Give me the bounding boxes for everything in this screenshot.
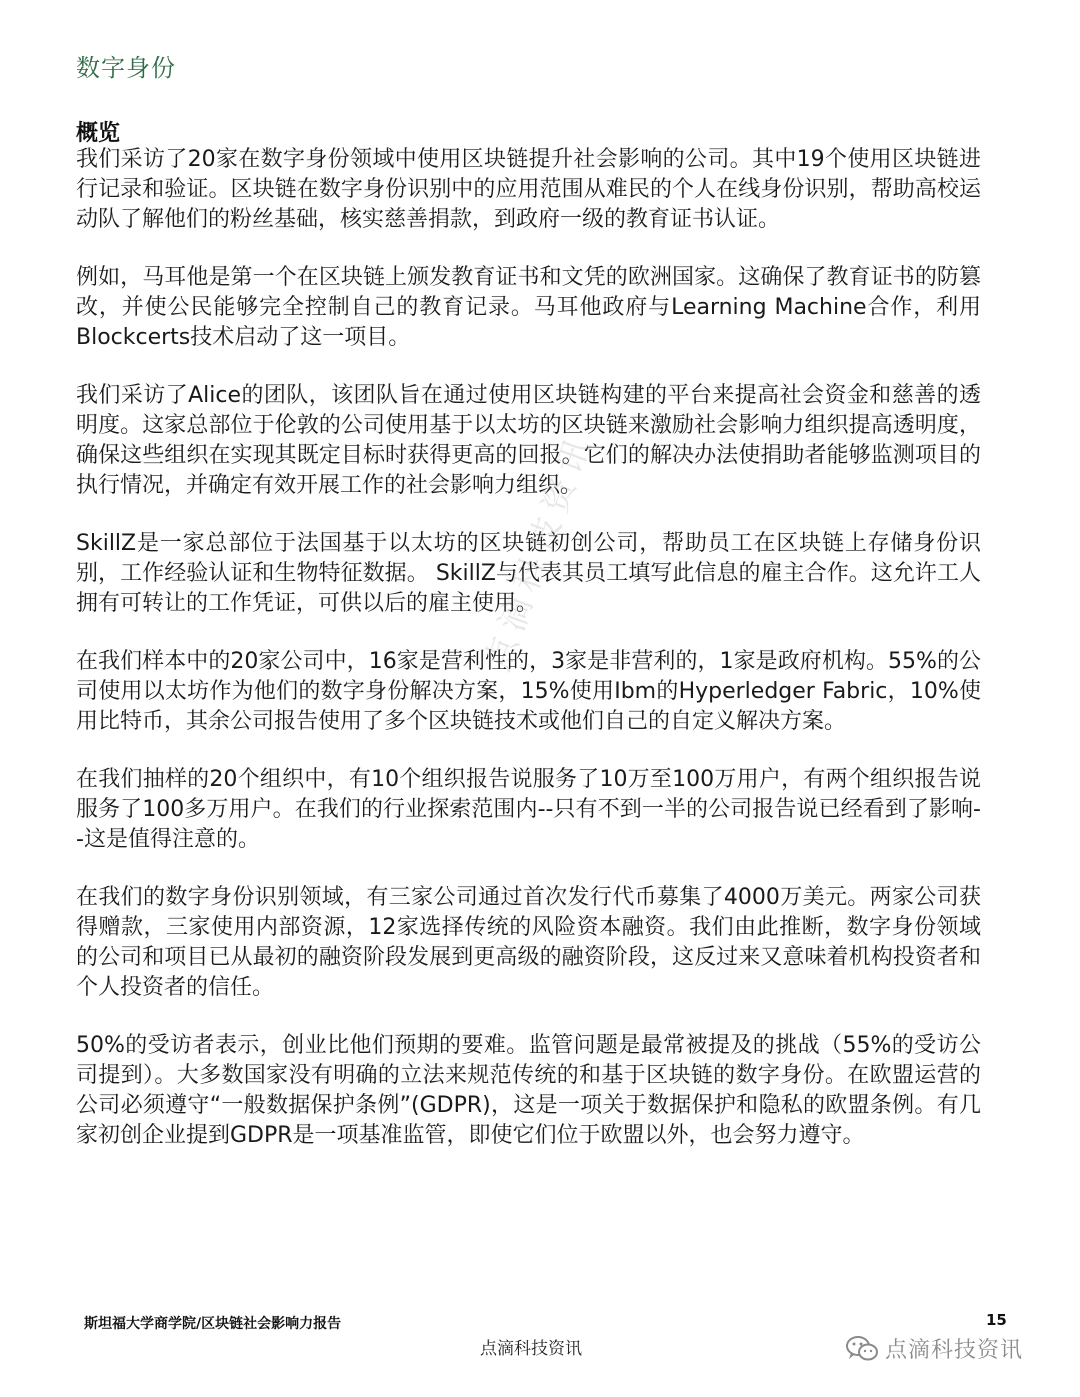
paragraph: 我们采访了Alice的团队，该团队旨在通过使用区块链构建的平台来提高社会资金和慈善的透明度。这家总部位于伦敦的公司使用基于以太坊的区块链来激励社会影响力组织提高透明度，确保这些组织在实现其既定目标时获得更高的回报。它们的解决办法使捐助者能够监测项目的执行情况，并确定有效开展工作的社会影响力组织。 <box>76 383 981 498</box>
paragraph: SkillZ是一家总部位于法国基于以太坊的区块链初创公司，帮助员工在区块链上存储身份识别，工作经验认证和生物特征数据。 SkillZ与代表其员工填写此信息的雇主合作。这允许工人拥有可转让的工作凭证，可供以后的雇主使用。 <box>76 531 981 616</box>
paragraph: 例如，马耳他是第一个在区块链上颁发教育证书和文凭的欧洲国家。这确保了教育证书的防篡改，并使公民能够完全控制自己的教育记录。马耳他政府与Learning Machine合作，利用Blockcerts技术启动了这一项目。 <box>76 265 981 350</box>
subheading-overview: 概览 <box>76 121 121 146</box>
body-text <box>76 145 981 1179</box>
paragraph: 50%的受访者表示，创业比他们预期的要难。监管问题是最常被提及的挑战（55%的受访公司提到）。大多数国家没有明确的立法来规范传统的和基于区块链的数字身份。在欧盟运营的公司必须遵守“一般数据保护条例”(GDPR)，这是一项关于数据保护和隐私的欧盟条例。有几家初创企业提到GDPR是一项基准监管，即使它们位于欧盟以外，也会努力遵守。 <box>76 1033 981 1148</box>
footer-report-name: 斯坦福大学商学院/区块链社会影响力报告 <box>84 1316 342 1332</box>
paragraph: 在我们抽样的20个组织中，有10个组织报告说服务了10万至100万用户，有两个组织报告说服务了100多万用户。在我们的行业探索范围内--只有不到一半的公司报告说已经看到了影响--这是值得注意的。 <box>76 767 981 852</box>
wechat-icon <box>845 1334 879 1364</box>
brand-text: 点滴科技资讯 <box>885 1338 1024 1363</box>
brand-watermark <box>845 1333 1023 1364</box>
paragraph: 在我们的数字身份识别领域，有三家公司通过首次发行代币募集了4000万美元。两家公司获得赠款，三家使用内部资源，12家选择传统的风险资本融资。我们由此推断，数字身份领域的公司和项目已从最初的融资阶段发展到更高级的融资阶段，这反过来又意味着机构投资者和个人投资者的信任。 <box>76 885 981 1000</box>
watermark: 点滴科技资讯 <box>477 425 602 677</box>
paragraph: 我们采访了20家在数字身份领域中使用区块链提升社会影响的公司。其中19个使用区块链进行记录和验证。区块链在数字身份识别中的应用范围从难民的个人在线身份识别，帮助高校运动队了解他们的粉丝基础，核实慈善捐款，到政府一级的教育证书认证。 <box>76 147 981 232</box>
page-number: 15 <box>986 1311 1007 1329</box>
paragraph: 在我们样本中的20家公司中，16家是营利性的，3家是非营利的，1家是政府机构。55%的公司使用以太坊作为他们的数字身份解决方案，15%使用Ibm的Hyperledger Fabric，10%使用比特币，其余公司报告使用了多个区块链技术或他们自己的自定义解决方案。 <box>76 649 981 734</box>
section-title: 数字身份 <box>76 54 176 82</box>
footer-center-text: 点滴科技资讯 <box>480 1339 582 1359</box>
